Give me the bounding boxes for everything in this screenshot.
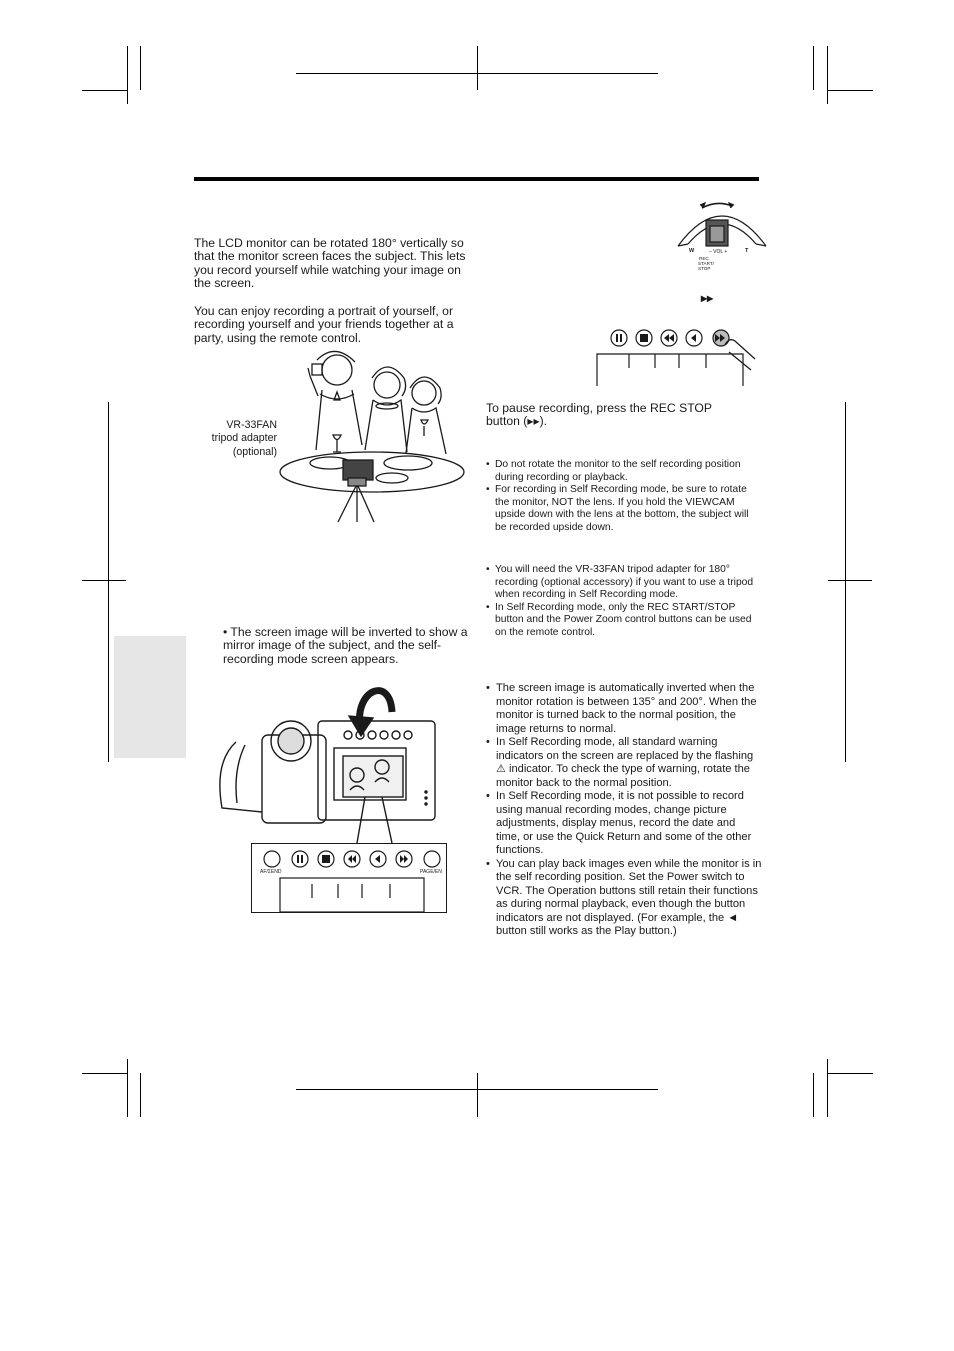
self-recording-note: • In Self Recording mode, all standard warning indicators on the screen are replaced by the flashing ⚠ indicator. To check the type of warning, rotate the monitor back to the normal position. [486,736,762,790]
zoom-t-label: T [745,248,749,254]
self-recording-note: • In Self Recording mode, it is not possible to record using manual recording modes, change picture adjustments, display menus, record the date and time, or use the Quick Return and some of the other functions. [486,790,762,858]
rec-line-1: REC [699,256,709,261]
panel-left-label: AF/ΣEND [260,869,282,875]
screen-inverted-note: • The screen image will be inverted to show a mirror image of the subject, and the self-recording mode screen appears. [223,625,468,666]
panel-right-label: PAGE/EN [420,869,442,875]
caution-note: • Do not rotate the monitor to the self recording position during recording or playback. [486,459,758,484]
self-recording-note: • The screen image is automatically inverted when the monitor rotation is between 135° and 200°. When the monitor is turned back to the normal position, the image returns to normal. [486,682,762,736]
caption-optional: (optional) [232,445,277,458]
caption-type: tripod adapter [211,432,277,445]
caption-model: VR-33FAN [226,419,277,431]
intro-paragraph-1: The LCD monitor can be rotated 180° vertically so that the monitor screen faces the subject. This lets you record yourself while watching your image on the screen. [194,236,466,291]
rec-line-3: STOP [698,266,711,271]
zoom-vol-label: – VOL + [709,249,728,255]
self-recording-notes [486,682,762,939]
fast-forward-symbol: ▸▸ [701,291,714,305]
rec-line-2: START/ [698,261,714,266]
zoom-w-label: W [689,248,695,254]
intro-paragraph-2: You can enjoy recording a portrait of yourself, or recording yourself and your friends together at a party, using the remote control. [194,304,454,345]
tripod-notes [486,564,758,640]
caution-notes [486,459,758,535]
tripod-note: • You will need the VR-33FAN tripod adapter for 180° recording (optional accessory) if you want to use a tripod when recording in Self Recording mode. [486,564,758,602]
caution-note: • For recording in Self Recording mode, be sure to rotate the monitor, NOT the lens. If you hold the VIEWCAM upside down with the lens at the bottom, the subject will be recorded upside down. [486,484,758,534]
self-recording-note: • You can play back images even while the monitor is in the self recording position. Set the Power switch to VCR. The Operation buttons still retain their functions as during normal playback, even though the button indicators are not displayed. (For example, the ◄ button still works as the Play button.) [486,858,762,939]
pause-instruction: To pause recording, press the REC STOP button (▸▸). [486,401,712,429]
tripod-note: • In Self Recording mode, only the REC START/STOP button and the Power Zoom control buttons can be used on the remote control. [486,602,758,640]
